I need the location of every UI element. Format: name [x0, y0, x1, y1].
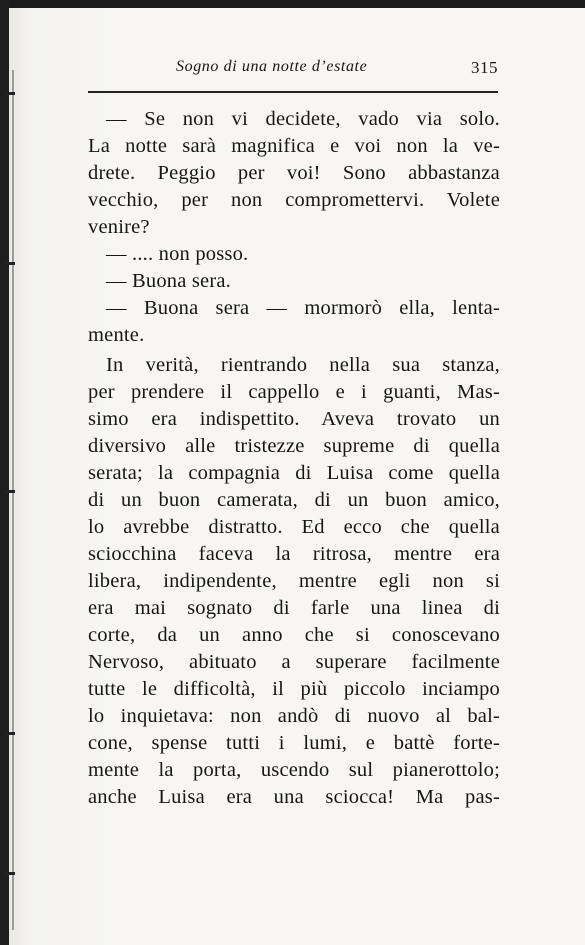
- page-number: 315: [471, 58, 498, 77]
- binding-thread-mark: [5, 732, 15, 735]
- text-line: anche Luisa era una sciocca! Ma pas-: [88, 786, 500, 808]
- text-line: venire?: [88, 216, 150, 238]
- text-line: Nervoso, abituato a superare facilmente: [88, 651, 500, 673]
- text-line: — .... non posso.: [106, 243, 249, 265]
- text-line: lo inquietava: non andò di nuovo al bal-: [88, 705, 500, 727]
- text-line: — Se non vi decidete, vado via solo.: [106, 108, 500, 130]
- text-line: tutte le difficoltà, il più piccolo inciampo: [88, 678, 500, 700]
- text-line: vecchio, per non compromettervi. Volete: [88, 189, 500, 211]
- binding-thread-mark: [5, 262, 15, 265]
- binding-thread-mark: [5, 490, 15, 493]
- text-line: di un buon camerata, di un buon amico,: [88, 489, 500, 511]
- text-line: mente.: [88, 324, 145, 346]
- binding-thread-mark: [5, 92, 15, 95]
- text-line: era mai sognato di farle una linea di: [88, 597, 500, 619]
- text-line: — Buona sera — mormorò ella, lenta-: [106, 297, 500, 319]
- text-line: — Buona sera.: [106, 270, 231, 292]
- text-line: sciocchina faceva la ritrosa, mentre era: [88, 543, 500, 565]
- text-line: diversivo alle tristezze supreme di quella: [88, 435, 500, 457]
- header-rule: [88, 91, 498, 93]
- text-line: In verità, rientrando nella sua stanza,: [106, 354, 500, 376]
- page-top-edge: [0, 0, 585, 8]
- page-header: [88, 58, 500, 84]
- text-line: lo avrebbe distratto. Ed ecco che quella: [88, 516, 500, 538]
- text-line: corte, da un anno che si conoscevano: [88, 624, 500, 646]
- binding-thread-mark: [5, 872, 15, 875]
- text-line: libera, indipendente, mentre egli non si: [88, 570, 500, 592]
- running-title: Sogno di una notte d’estate: [176, 58, 368, 75]
- text-line: cone, spense tutti i lumi, e battè forte-: [88, 732, 500, 754]
- text-line: La notte sarà magnifica e voi non la ve-: [88, 135, 500, 157]
- text-line: drete. Peggio per voi! Sono abbastanza: [88, 162, 500, 184]
- spine-gutter-line: [12, 70, 14, 930]
- body-text: [88, 106, 500, 811]
- text-line: serata; la compagnia di Luisa come quella: [88, 462, 500, 484]
- text-line: simo era indispettito. Aveva trovato un: [88, 408, 500, 430]
- text-line: mente la porta, uscendo sul pianerottolo;: [88, 759, 500, 781]
- book-spine: [0, 0, 9, 945]
- text-line: per prendere il cappello e i guanti, Mas-: [88, 381, 500, 403]
